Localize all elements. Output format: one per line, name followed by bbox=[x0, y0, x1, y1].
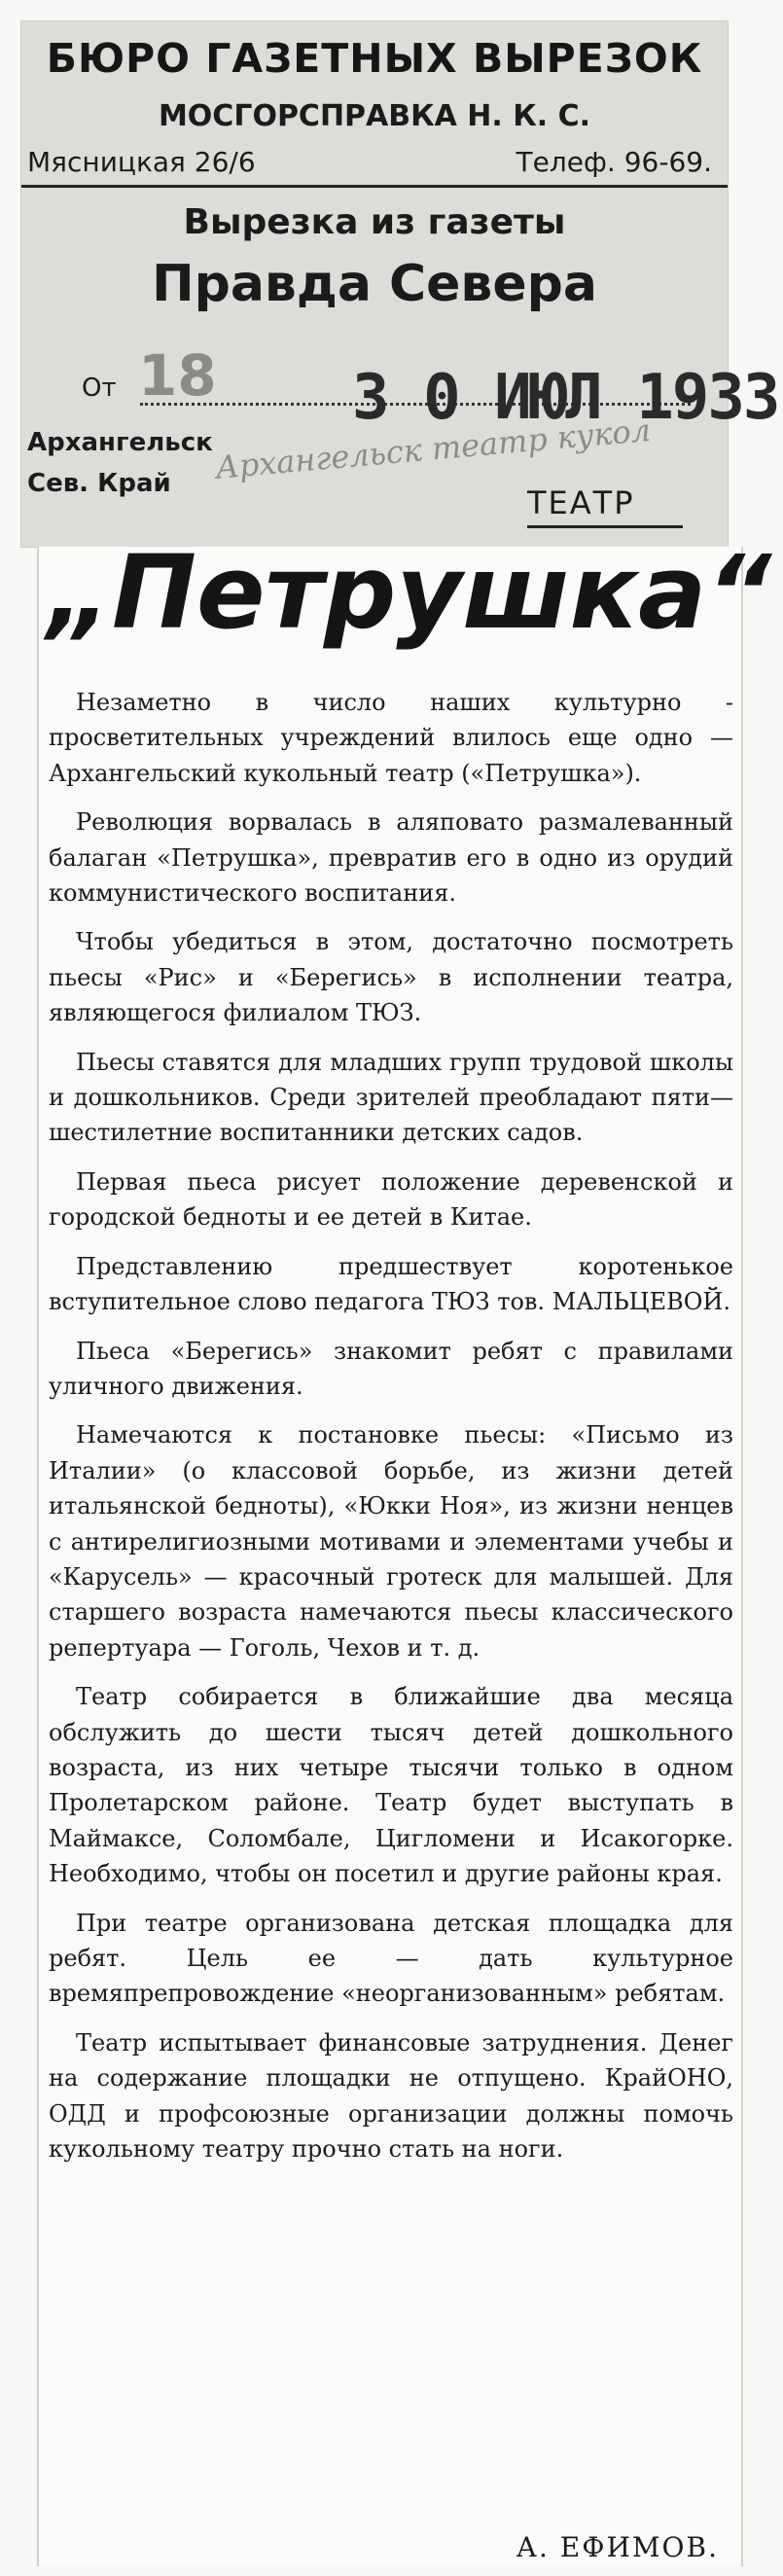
from-label: От bbox=[82, 374, 117, 403]
date-stamp: 3 0 ИЮЛ 1933 bbox=[352, 362, 779, 434]
bureau-name: БЮРО ГАЗЕТНЫХ ВЫРЕЗОК bbox=[46, 35, 703, 82]
newspaper-name: Правда Севера bbox=[152, 255, 597, 313]
paragraph: Намечаются к постановке пьесы: «Письмо из Италии» (о классовой борьбе, из жизни детей итальянской бедноты), «Юкки Ноя», из жизни ненцев с антирелигиозными мотивами и элементами учебы и «Карусель» — красочный гротеск для малышей. Для старшего возраста намечаются пьесы классического репертуара — Гоголь, Чехов и т. д. bbox=[49, 1421, 733, 1662]
city-block bbox=[27, 422, 213, 504]
paragraph: Чтобы убедиться в этом, достаточно посмотреть пьесы «Рис» и «Берегись» в исполнении театра, являющегося филиалом ТЮЗ. bbox=[49, 928, 733, 1027]
rubric-underline bbox=[527, 525, 683, 528]
paragraph: Революция ворвалась в аляповато размалеванный балаган «Петрушка», превратив его в одно из орудий коммунистического воспитания. bbox=[49, 808, 733, 908]
article-body bbox=[49, 685, 733, 2180]
region-name: Сев. Край bbox=[27, 469, 171, 498]
article-title: „Петрушка“ bbox=[47, 533, 772, 652]
paragraph: Первая пьеса рисует положение деревенской и городской бедноты и ее детей в Китае. bbox=[49, 1167, 733, 1232]
organization-name: МОСГОРСПРАВКА Н. К. С. bbox=[158, 99, 591, 133]
author-signature: А. ЕФИМОВ. bbox=[516, 2531, 719, 2563]
stamp-divider bbox=[21, 185, 728, 188]
issue-number: 18 bbox=[138, 342, 217, 409]
clipping-label: Вырезка из газеты bbox=[183, 202, 566, 242]
bureau-phone: Телеф. 96-69. bbox=[516, 146, 712, 178]
handwritten-note: Архангельск театр кукол bbox=[214, 411, 653, 486]
city-name: Архангельск bbox=[27, 428, 213, 457]
bureau-address: Мясницкая 26/6 bbox=[27, 146, 256, 178]
paragraph: Незаметно в число наших культурно - просветительных учреждений влилось еще одно — Архангельский кукольный театр («Петрушка»). bbox=[49, 689, 733, 787]
paragraph: Театр собирается в ближайшие два месяца обслужить до шести тысяч детей дошкольного возраста, из них четыре тысячи только в одном Пролетарском районе. Театр будет выступать в Маймаксе, Соломбале, Цигломени и Исакогорке. Необходимо, чтобы он посетил и другие районы края. bbox=[49, 1683, 733, 1888]
paragraph: Театр испытывает финансовые затруднения. Денег на содержание площадки не отпущено. КрайОНО, ОДД и профсоюзные организации должны помочь кукольному театру прочно стать на ноги. bbox=[49, 2028, 733, 2164]
paragraph: Пьесы ставятся для младших групп трудовой школы и дошкольников. Среди зрителей преобладают пяти—шестилетние воспитанники детских садов. bbox=[49, 1048, 733, 1147]
rubric-label: ТЕАТР bbox=[527, 484, 635, 521]
paragraph: При театре организована детская площадка для ребят. Цель ее — дать культурное времяпрепровождение «неорганизованным» ребятам. bbox=[49, 1909, 733, 2008]
paragraph: Пьеса «Берегись» знакомит ребят с правилами уличного движения. bbox=[49, 1337, 733, 1400]
paragraph: Представлению предшествует коротенькое вступительное слово педагога ТЮЗ тов. МАЛЬЦЕВОЙ. bbox=[49, 1252, 733, 1316]
